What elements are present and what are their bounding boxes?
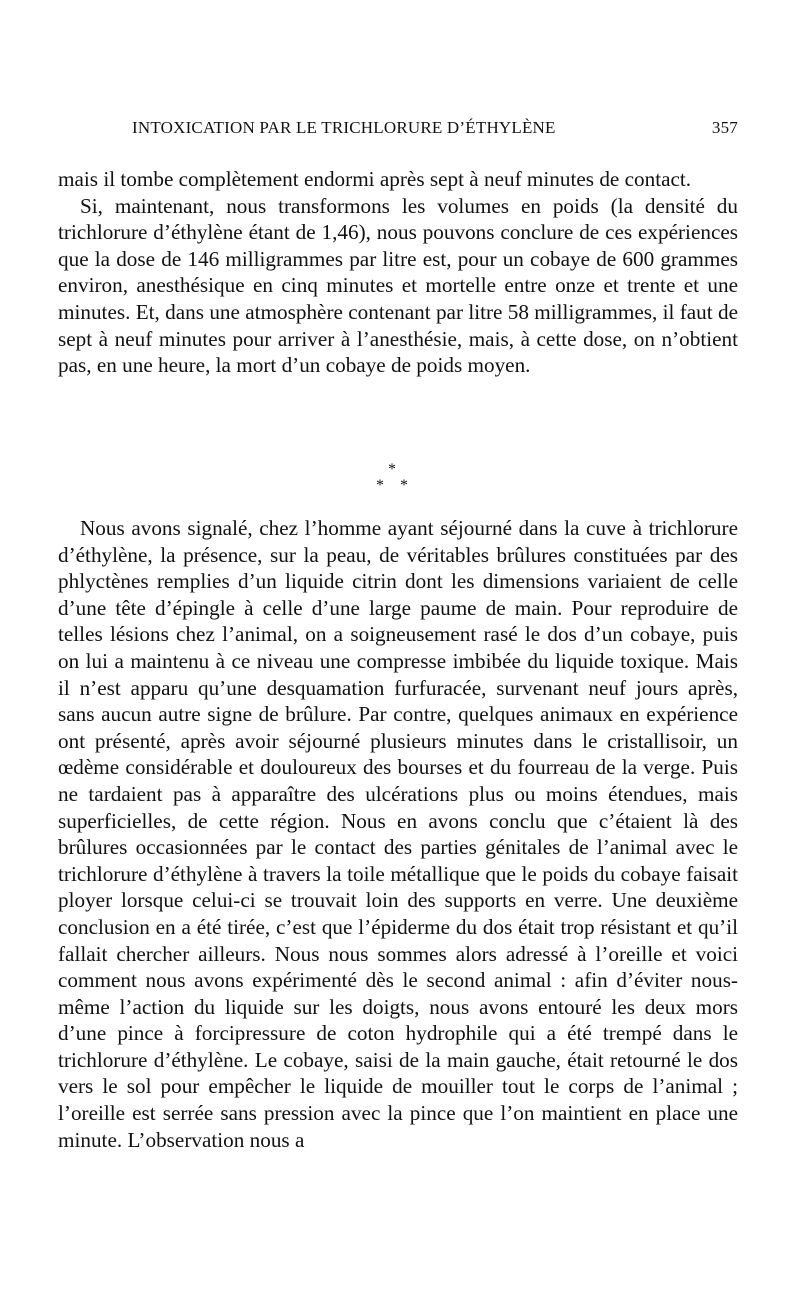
separator-star: *	[388, 461, 396, 478]
page-number: 357	[711, 118, 738, 137]
separator-star: *	[376, 477, 384, 494]
paragraph-burns: Nous avons signalé, chez l’homme ayant séjourné dans la cuve à trichlorure d’éthylène, la présence, sur la peau, de véritables brûlures constituées par des phlyctènes remplies d’un liquide citrin dont les dimensions variaient de celle d’une tête d’épingle à celle d’une large paume de main. Pour reproduire de telles lésions chez l’animal, on a soigneusement rasé le dos d’un cobaye, puis on lui a maintenu à ce niveau une compresse imbibée du liquide toxique. Mais il n’est apparu qu’une desquamation furfuracée, survenant neuf jours après, sans aucun autre signe de brûlure. Par contre, quelques animaux en expérience ont présenté, après avoir séjourné plusieurs minutes dans le cristallisoir, un œdème considérable et douloureux des bourses et du fourreau de la verge. Puis ne tardaient pas à apparaître des ulcérations plus ou moins étendues, mais superficielles, de cette région. Nous en avons conclu que c’étaient là des brûlures occasionnées par le contact des parties génitales de l’animal avec le trichlorure d’éthylène à travers la toile métallique que le poids du cobaye faisait ployer lorsque celui-ci se trouvait loin des supports en verre. Une deuxième conclusion en a été tirée, c’est que l’épiderme du dos était trop résistant et qu’il fallait chercher ailleurs. Nous nous sommes alors adressé à l’oreille et voici comment nous avons expérimenté dès le second animal : afin d’éviter nous-même l’action du liquide sur les doigts, nous avons entouré les deux mors d’une pince à forcipressure de coton hydrophile qui a été trempé dans le trichlorure d’éthylène. Le cobaye, saisi de la main gauche, était retourné le dos vers le sol pour empêcher le liquide de mouiller tout le corps de l’animal ; l’oreille est serrée sans pression avec la pince que l’on maintient en place une minute. L’observation nous a	[58, 516, 738, 1152]
text-block-lower	[58, 515, 738, 1153]
running-title: INTOXICATION PAR LE TRICHLORURE D’ÉTHYLÈNE	[132, 118, 556, 137]
book-page	[58, 0, 738, 1304]
section-separator	[358, 462, 438, 496]
paragraph-continuation: mais il tombe complètement endormi après sept à neuf minutes de contact.	[58, 167, 692, 191]
paragraph-weights: Si, maintenant, nous transformons les volumes en poids (la densité du trichlorure d’éthylène étant de 1,46), nous pouvons conclure de ces expériences que la dose de 146 milligrammes par litre est, pour un cobaye de 600 grammes environ, anesthésique en cinq minutes et mortelle entre onze et trente et une minutes. Et, dans une atmosphère contenant par litre 58 milligrammes, il faut de sept à neuf minutes pour arriver à l’anesthésie, mais, à cette dose, on n’obtient pas, en une heure, la mort d’un cobaye de poids moyen.	[58, 193, 738, 378]
page-header	[58, 118, 738, 146]
text-block-upper	[58, 166, 738, 379]
separator-star: *	[400, 477, 408, 494]
